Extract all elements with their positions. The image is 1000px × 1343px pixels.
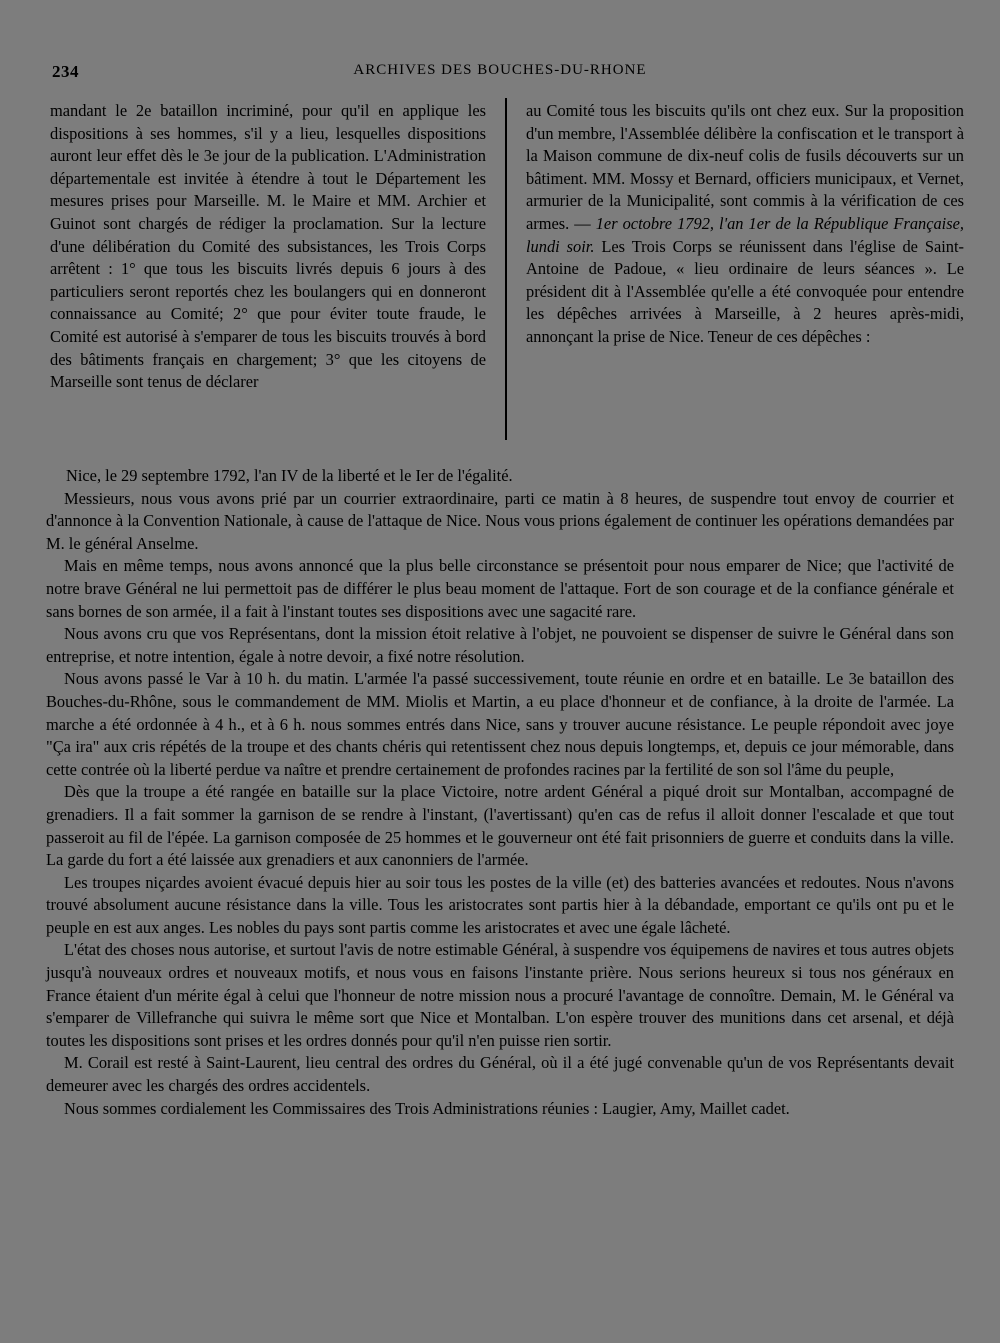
letter-dateline: Nice, le 29 septembre 1792, l'an IV de la liberté et le Ier de l'égalité. xyxy=(66,466,513,485)
right-column xyxy=(526,100,964,349)
column-divider xyxy=(505,98,507,440)
letter-signature: Nous sommes cordialement les Commissaires des Trois Administrations réunies : Laugier, Amy, Maillet cadet. xyxy=(64,1098,790,1118)
left-column-text: mandant le 2e bataillon incriminé, pour qu'il en applique les dispositions à ses hommes, s'il y a lieu, lesquelles dispositions auront leur effet dès le 3e jour de la publication. L'Administration départementale est invitée à étendre à tout le Département les mesures prises pour Marseille. M. le Maire et MM. Archier et Guinot sont chargés de rédiger la proclamation. Sur la lecture d'une délibération du Comité des subsistances, les Trois Corps arrêtent : 1° que tous les biscuits livrés depuis 6 jours à des particuliers seront reportés chez les boulangers qui en donneront connaissance au Comité; 2° que pour éviter toute fraude, le Comité est autorisé à s'emparer de tous les biscuits trouvés à bord des bâtiments français en chargement; 3° que les citoyens de Marseille sont tenus de déclarer xyxy=(50,101,486,392)
letter-paragraph: Dès que la troupe a été rangée en bataille sur la place Victoire, notre ardent Général a piqué droit sur Montalban, accompagné de grenadiers. Il a fait sommer la garnison de se rendre à l'instant, (l'avertissant) qu'en cas de refus il alloit donner l'escalade et que tout passeroit au fil de l'épée. La garnison composée de 25 hommes et le gouverneur ont été fait prisonniers de guerre et conduits dans la ville. La garde du fort a été laissée aux grenadiers et aux canonniers de l'armée. xyxy=(46,782,954,870)
session-date: 1er octobre 1792, l'an 1er de la République Française, lundi soir. xyxy=(526,213,964,256)
right-column-text-after-date: Les Trois Corps se réunissent dans l'église de Saint-Antoine de Padoue, « lieu ordinaire de leurs séances ». Le président dit à l'Assemblée qu'elle a été convoquée pour entendre les dépêches arrivées à Marseille, à 2 heures après-midi, annonçant la prise de Nice. Teneur de ces dépêches : xyxy=(526,236,965,346)
letter-paragraph: L'état des choses nous autorise, et surtout l'avis de notre estimable Général, à suspendre vos équipemens de navires et tous autres objets jusqu'à nouveaux ordres et nouveaux motifs, et nous vous en faisons l'instante prière. Nous serions heureux si tous nos généraux en France étaient d'un mérite égal à celui que l'honneur de notre mission nous a procuré l'avantage de connoître. Demain, M. le Général va s'emparer de Villefranche qui suivra le même sort que Nice et Montalban. L'on espère trouver des munitions dans cet arsenal, et déjà toutes les dispositions sont prises et les ordres donnés pour qu'il n'en puisse rien sortir. xyxy=(46,940,954,1050)
letter-paragraph: Mais en même temps, nous avons annoncé que la plus belle circonstance se présentoit pour nous emparer de Nice; que l'activité de notre brave Général ne lui permettoit pas de différer le plus beau moment de l'attaque. Fort de son courage et de la confiance générale et sans bornes de son armée, il a fait à l'instant toutes ses dispositions avec une sagacité rare. xyxy=(46,556,954,621)
letter-paragraph: Messieurs, nous vous avons prié par un courrier extraordinaire, parti ce matin à 8 heures, de suspendre tout envoy de courrier et d'annonce à la Convention Nationale, à cause de l'attaque de Nice. Nous vous prions également de continuer les opérations demandées par M. le général Anselme. xyxy=(46,488,954,553)
letter-paragraph: M. Corail est resté à Saint-Laurent, lieu central des ordres du Général, où il a été jugé convenable qu'un de vos Représentants devait demeurer avec les chargés des ordres accidentels. xyxy=(46,1053,954,1096)
letter-paragraph: Nous avons passé le Var à 10 h. du matin. L'armée l'a passé successivement, toute réunie en ordre et en bataille. Le 3e bataillon des Bouches-du-Rhône, sous le commandement de MM. Miolis et Martin, a eu place d'honneur et de confiance, à la droite de l'armée. La marche a été ordonnée à 4 h., et à 6 h. nous sommes entrés dans Nice, sans y trouver aucune résistance. Le peuple répondoit avec joye "Ça ira" aux cris répétés de la troupe et des chants chéris qui retentissent chez nous depuis longtemps, et, depuis ce jour mémorable, dans cette contrée où la liberté perdue va naître et prendre certainement de profondes racines par la fertilité de son sol l'âme du peuple, xyxy=(46,669,954,779)
page-number: 234 xyxy=(52,62,79,81)
letter xyxy=(46,465,954,1120)
left-column xyxy=(50,100,486,394)
right-column-text-before-date: au Comité tous les biscuits qu'ils ont chez eux. Sur la proposition d'un membre, l'Assemblée délibère la confiscation et le transport à la Maison commune de dix-neuf colis de fusils découverts sur un bâtiment. MM. Mossy et Bernard, officiers municipaux, et Vernet, armurier de la Municipalité, sont commis à la vérification de ces armes. — xyxy=(526,101,964,233)
letter-paragraph: Nous avons cru que vos Représentans, dont la mission étoit relative à l'objet, ne pouvoient se dispenser de suivre le Général dans son entreprise, et notre intention, égale à notre devoir, a fixé notre résolution. xyxy=(46,624,954,666)
running-head: ARCHIVES DES BOUCHES-DU-RHONE xyxy=(353,62,647,78)
letter-paragraph: Les troupes niçardes avoient évacué depuis hier au soir tous les postes de la ville (et) des batteries avancées et redoutes. Nous n'avons trouvé absolument aucune résistance dans la ville. Tous les aristocrates sont partis hier à la débandade, emportant ce qu'ils ont pu et le peuple en est aux anges. Les nobles du pays sont partis comme les aristocrates et avec une égale lâcheté. xyxy=(46,872,954,937)
